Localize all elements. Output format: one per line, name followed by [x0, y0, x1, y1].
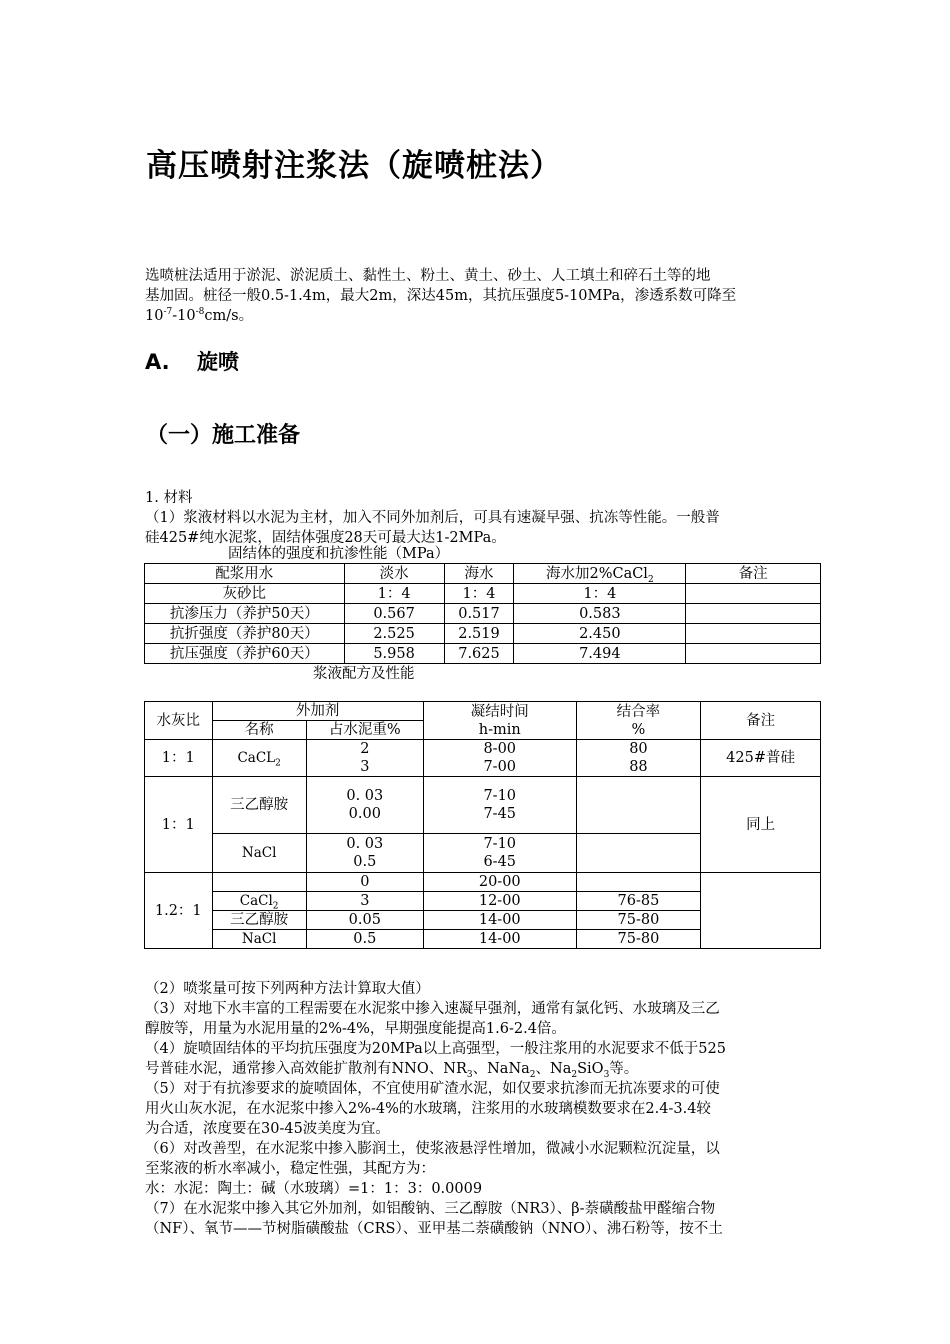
slurry-table: [144, 701, 821, 949]
table-cell: CaCl$_2$: [212, 892, 306, 911]
table-cell: [701, 873, 821, 949]
table-cell: 14-00: [423, 930, 576, 949]
table-cell: 5.958: [344, 644, 444, 664]
header-cell: 备注: [701, 702, 821, 740]
table-row: [145, 777, 821, 834]
materials-heading: 1. 材料: [145, 490, 193, 506]
table-cell: 8-00 7-00: [423, 740, 576, 777]
table-cell: 0. 03 0.5: [306, 834, 423, 873]
table-cell: 12-00: [423, 892, 576, 911]
note-line: 用火山灰水泥，在水泥浆中掺入2%-4%的水玻璃，注浆用的水玻璃模数要求在2.4-3.4较: [145, 1101, 711, 1117]
table-cell: 0.05: [306, 911, 423, 930]
table-cell: 1：1: [145, 740, 213, 777]
table-cell: 7-10 6-45: [423, 834, 576, 873]
table-cell: 三乙醇胺: [212, 777, 306, 834]
table-header-row: [145, 564, 821, 584]
note-line: （4）旋喷固结体的平均抗压强度为20MPa以上高强型，一般注浆用的水泥要求不低于525: [145, 1041, 726, 1057]
table-cell: [212, 873, 306, 892]
table-cell: NaCl: [212, 834, 306, 873]
note-line: 为合适，浓度要在30-45波美度为宜。: [145, 1121, 390, 1137]
table-cell: 0.5: [306, 930, 423, 949]
header-cell: 淡水: [344, 564, 444, 584]
table-cell: 0.567: [344, 604, 444, 624]
table-cell: 0. 03 0.00: [306, 777, 423, 834]
table-cell: 7.625: [444, 644, 514, 664]
intro-line: 选喷桩法适用于淤泥、淤泥质土、黏性土、粉土、黄土、砂土、人工填土和碎石土等的地: [145, 268, 711, 284]
table-header-row: [145, 702, 821, 721]
table-row: [145, 624, 821, 644]
table-cell: [576, 777, 701, 834]
table-cell: 三乙醇胺: [212, 911, 306, 930]
note-line: 水：水泥：陶土：碱（水玻璃）=1：1：3：0.0009: [145, 1181, 483, 1197]
note-line: （6）对改善型，在水泥浆中掺入膨润土，使浆液悬浮性增加，微减小水泥颗粒沉淀量，以: [145, 1141, 720, 1157]
table-cell: 80 88: [576, 740, 701, 777]
table-cell: [686, 644, 821, 664]
header-cell: 海水: [444, 564, 514, 584]
table-cell: 抗渗压力（养护50天）: [145, 604, 345, 624]
table-cell: 1：1: [145, 777, 213, 873]
table-cell: 425#普硅: [701, 740, 821, 777]
note-line: （7）在水泥浆中掺入其它外加剂，如铝酸钠、三乙醇胺（NR3）、β-萘磺酸盐甲醛缩合物: [145, 1201, 716, 1217]
header-cell: 凝结时间 h-min: [423, 702, 576, 740]
table-cell: 75-80: [576, 911, 701, 930]
table-cell: [576, 834, 701, 873]
section-1-heading: （一）施工准备: [146, 423, 301, 448]
table2-caption: 浆液配方及性能: [313, 666, 415, 682]
table-cell: 76-85: [576, 892, 701, 911]
intro-line: 基加固。桩径一般0.5-1.4m，最大2m，深达45m，其抗压强度5-10MPa，渗透系数可降至: [145, 288, 737, 304]
table-row: [145, 604, 821, 624]
table1-caption: 固结体的强度和抗渗性能（MPa）: [228, 546, 450, 562]
table-cell: CaCL$_2$: [212, 740, 306, 777]
table-cell: 1：4: [444, 584, 514, 604]
note-line: （2）喷浆量可按下列两种方法计算取大值）: [145, 981, 430, 997]
header-cell: 备注: [686, 564, 821, 584]
table-cell: [686, 584, 821, 604]
note-line: 号普硅水泥，通常掺入高效能扩散剂有NNO、$NR_3$、NaNa$_2$、$Na_2SiO_3$等。: [145, 1061, 639, 1080]
table-cell: 抗压强度（养护60天）: [145, 644, 345, 664]
materials-block: [145, 488, 810, 548]
note-line: （NF）、氧节——节树脂磺酸盐（CRS）、亚甲基二萘磺酸钠（NNO）、沸石粉等，按不土: [145, 1221, 723, 1237]
table-cell: 2.450: [514, 624, 686, 644]
section-a-title: 旋喷: [197, 350, 239, 374]
table-cell: NaCl: [212, 930, 306, 949]
table-row: [145, 644, 821, 664]
note-line: （5）对于有抗渗要求的旋喷固体，不宜使用矿渣水泥，如仅要求抗渗而无抗冻要求的可使: [145, 1081, 720, 1097]
table-cell: 14-00: [423, 911, 576, 930]
intro-paragraph: [145, 266, 810, 326]
header-cell: 水灰比: [145, 702, 213, 740]
page-title: 高压喷射注浆法（旋喷桩法）: [146, 148, 562, 184]
table-cell: 同上: [701, 777, 821, 873]
table-cell: 2.519: [444, 624, 514, 644]
header-cell: 外加剂: [212, 702, 423, 721]
table-cell: [576, 873, 701, 892]
notes-block: [145, 979, 810, 1239]
table-cell: 7-10 7-45: [423, 777, 576, 834]
header-cell: 结合率 %: [576, 702, 701, 740]
table-cell: 1：4: [344, 584, 444, 604]
table-cell: [686, 624, 821, 644]
note-line: （3）对地下水丰富的工程需要在水泥浆中掺入速凝早强剂，通常有氯化钙、水玻璃及三乙: [145, 1001, 720, 1017]
table-row: [145, 584, 821, 604]
note-line: 至浆液的析水率减小，稳定性强，其配方为：: [145, 1161, 435, 1177]
materials-line: （1）浆液材料以水泥为主材，加入不同外加剂后，可具有速凝早强、抗冻等性能。一般普: [145, 510, 720, 526]
section-a-heading: [145, 346, 239, 376]
header-cell: 占水泥重%: [306, 721, 423, 740]
table-cell: [686, 604, 821, 624]
table-cell: 7.494: [514, 644, 686, 664]
table-cell: 灰砂比: [145, 584, 345, 604]
table-row: [145, 740, 821, 777]
strength-table: [144, 563, 821, 664]
table-row: [145, 873, 821, 892]
header-cell: 名称: [212, 721, 306, 740]
table-cell: 3: [306, 892, 423, 911]
materials-line: 硅425#纯水泥浆，固结体强度28天可最大达1-2MPa。: [145, 530, 506, 546]
table-cell: 0.583: [514, 604, 686, 624]
table-cell: 抗折强度（养护80天）: [145, 624, 345, 644]
section-a-label: A.: [145, 350, 170, 374]
table-cell: 20-00: [423, 873, 576, 892]
header-cell: 配浆用水: [145, 564, 345, 584]
note-line: 醇胺等，用量为水泥用量的2%-4%，早期强度能提高1.6-2.4倍。: [145, 1021, 566, 1037]
header-cell: 海水加2%CaCl$_2$: [514, 564, 686, 584]
table-cell: 0: [306, 873, 423, 892]
table-cell: 2.525: [344, 624, 444, 644]
table-cell: 2 3: [306, 740, 423, 777]
table-cell: 0.517: [444, 604, 514, 624]
permeability-line: $10^{-7}-10^{-8}cm/s$。: [145, 307, 254, 324]
table-cell: 75-80: [576, 930, 701, 949]
table-cell: 1.2：1: [145, 873, 213, 949]
table-cell: 1：4: [514, 584, 686, 604]
